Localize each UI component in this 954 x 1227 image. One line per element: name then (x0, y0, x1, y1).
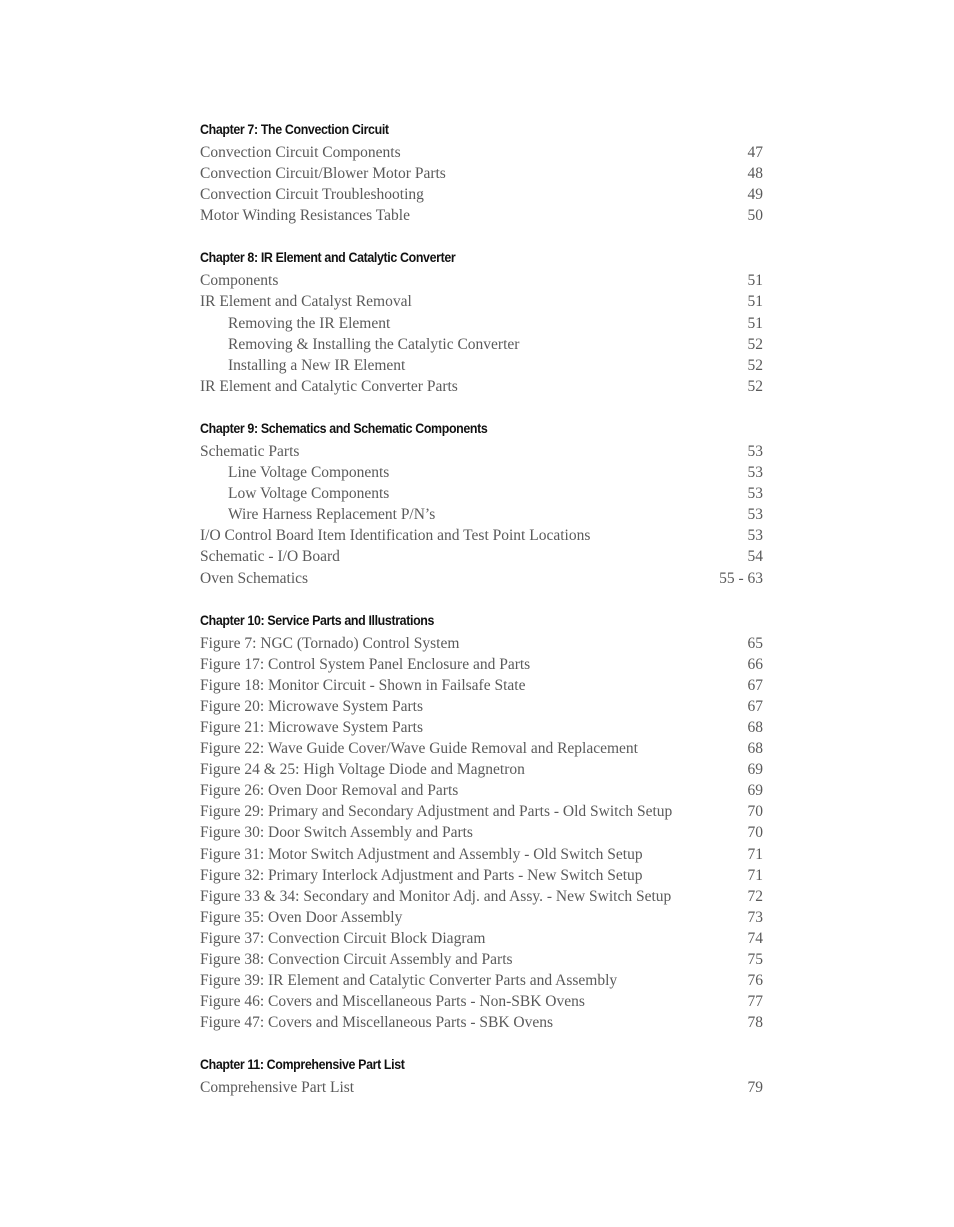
toc-entry-label: Low Voltage Components (228, 485, 390, 503)
toc-entry-label: Figure 24 & 25: High Voltage Diode and Magnetron (200, 761, 525, 779)
chapter-section (200, 118, 763, 226)
toc-entry-label: Figure 29: Primary and Secondary Adjustment and Parts - Old Switch Setup (200, 803, 673, 821)
toc-entry-page-number: 73 (747, 908, 763, 926)
toc-entry-page-number: 76 (747, 972, 763, 990)
toc-entry-label: I/O Control Board Item Identification and Test Point Locations (200, 527, 591, 545)
toc-entry[interactable] (200, 907, 763, 928)
toc-entry-label: Figure 32: Primary Interlock Adjustment and Parts - New Switch Setup (200, 866, 643, 884)
chapter-section (200, 417, 763, 589)
toc-entry-label: Convection Circuit/Blower Motor Parts (200, 165, 446, 183)
chapter-section (200, 246, 763, 397)
toc-entry-page-number: 67 (747, 676, 763, 694)
toc-entry-page-number: 53 (747, 442, 763, 460)
toc-entry-page-number: 70 (747, 803, 763, 821)
toc-entry-page-number: 75 (747, 951, 763, 968)
toc-entry-page-number: 54 (747, 548, 763, 566)
chapter-section (200, 609, 763, 1034)
toc-entry-label: Figure 37: Convection Circuit Block Diagram (200, 929, 486, 947)
toc-entry[interactable] (200, 376, 763, 397)
toc-entry-label: Figure 26: Oven Door Removal and Parts (200, 782, 459, 800)
toc-entry-label: Figure 30: Door Switch Assembly and Parts (200, 824, 473, 842)
toc-entry-label: Figure 47: Covers and Miscellaneous Parts - SBK Ovens (200, 1014, 554, 1032)
toc-entry-label: Figure 7: NGC (Tornado) Control System (200, 634, 460, 652)
toc-entry[interactable] (200, 928, 763, 949)
toc-entry-page-number: 71 (747, 866, 763, 884)
toc-entry-page-number: 69 (747, 761, 763, 779)
chapter-title: Chapter 9: Schematics and Schematic Components (200, 420, 488, 436)
toc-entry[interactable] (200, 865, 763, 886)
toc-entry[interactable] (200, 205, 763, 226)
toc-entry-page-number: 70 (747, 824, 763, 842)
toc-entry-page-number: 71 (747, 845, 763, 863)
toc-entry-label: Installing a New IR Element (228, 356, 406, 374)
toc-entry[interactable] (200, 504, 763, 525)
toc-entry-label: Convection Circuit Troubleshooting (200, 186, 424, 204)
toc-entry-label: Figure 20: Microwave System Parts (200, 697, 424, 715)
toc-entry-label: Figure 46: Covers and Miscellaneous Parts - Non-SBK Ovens (200, 993, 585, 1011)
toc-entry-page-number: 55 - 63 (719, 569, 763, 587)
toc-entry-page-number: 78 (747, 1014, 763, 1032)
chapter-section (200, 1053, 763, 1098)
toc-entry-label: IR Element and Catalytic Converter Parts (200, 377, 458, 395)
toc-entry-label: Oven Schematics (200, 569, 309, 587)
toc-entry[interactable] (200, 270, 763, 291)
toc-entry-page-number: 68 (747, 718, 763, 736)
toc-entry[interactable] (200, 844, 763, 865)
toc-entry-page-number: 69 (747, 782, 763, 800)
toc-entry-label: Figure 39: IR Element and Catalytic Converter Parts and Assembly (200, 972, 618, 990)
toc-entry-page-number: 68 (747, 740, 763, 758)
toc-entry[interactable] (200, 696, 763, 717)
chapter-title: Chapter 8: IR Element and Catalytic Converter (200, 250, 456, 266)
toc-entry[interactable] (200, 334, 763, 355)
toc-entry[interactable] (200, 1012, 763, 1033)
toc-entry[interactable] (200, 163, 763, 184)
toc-entry[interactable] (200, 483, 763, 504)
toc-entry[interactable] (200, 717, 763, 738)
toc-entry[interactable] (200, 633, 763, 654)
toc-entry-page-number: 65 (747, 634, 763, 652)
toc-entry[interactable] (200, 822, 763, 843)
toc-entry[interactable] (200, 970, 763, 991)
toc-entry-page-number: 53 (747, 464, 763, 482)
toc-entry[interactable] (200, 462, 763, 483)
toc-entry-page-number: 51 (747, 293, 763, 311)
toc-entry-label: Schematic - I/O Board (200, 548, 340, 566)
toc-entry-label: Removing the IR Element (228, 314, 391, 332)
toc-entry-page-number: 51 (747, 272, 763, 290)
toc-entry-label: IR Element and Catalyst Removal (200, 293, 412, 311)
chapter-title: Chapter 11: Comprehensive Part List (200, 1057, 405, 1073)
toc-entry[interactable] (200, 675, 763, 696)
toc-entry-page-number: 53 (747, 485, 763, 503)
toc-entry-page-number: 52 (747, 377, 763, 395)
toc-entry-label: Components (200, 272, 279, 290)
table-of-contents (200, 118, 763, 1118)
toc-entry-page-number: 67 (747, 697, 763, 715)
toc-entry-label: Comprehensive Part List (200, 1079, 355, 1097)
toc-entry[interactable] (200, 1077, 763, 1098)
chapter-title: Chapter 7: The Convection Circuit (200, 122, 389, 137)
toc-entry-label: Line Voltage Components (228, 464, 390, 482)
toc-entry-label: Figure 18: Monitor Circuit - Shown in Failsafe State (200, 676, 526, 694)
toc-entry-label: Figure 21: Microwave System Parts (200, 718, 424, 736)
toc-entry-label: Figure 33 & 34: Secondary and Monitor Adj. and Assy. - New Switch Setup (200, 887, 672, 905)
toc-entry[interactable] (200, 291, 763, 312)
toc-entry-label: Figure 38: Convection Circuit Assembly and Parts (200, 951, 513, 968)
toc-entry-page-number: 53 (747, 506, 763, 524)
toc-entry[interactable] (200, 949, 763, 970)
toc-entry-page-number: 49 (747, 186, 763, 204)
toc-entry-page-number: 51 (747, 314, 763, 332)
toc-entry-page-number: 47 (747, 144, 763, 161)
toc-entry-label: Motor Winding Resistances Table (200, 207, 410, 225)
toc-entry-page-number: 74 (747, 929, 763, 947)
toc-entry[interactable] (200, 142, 763, 163)
toc-entry[interactable] (200, 738, 763, 759)
toc-entry[interactable] (200, 313, 763, 334)
toc-entry[interactable] (200, 654, 763, 675)
toc-entry[interactable] (200, 184, 763, 205)
toc-entry-label: Wire Harness Replacement P/N’s (228, 506, 436, 524)
toc-entry-page-number: 66 (747, 655, 763, 673)
toc-entry-label: Figure 31: Motor Switch Adjustment and Assembly - Old Switch Setup (200, 845, 643, 863)
toc-entry-page-number: 72 (747, 887, 763, 905)
chapter-title: Chapter 10: Service Parts and Illustrations (200, 612, 435, 628)
toc-entry[interactable] (200, 546, 763, 567)
toc-entry[interactable] (200, 441, 763, 462)
toc-entry-label: Figure 35: Oven Door Assembly (200, 908, 403, 926)
toc-entry[interactable] (200, 780, 763, 801)
toc-entry[interactable] (200, 355, 763, 376)
toc-entry-page-number: 50 (747, 207, 763, 225)
toc-entry[interactable] (200, 991, 763, 1012)
toc-entry[interactable] (200, 886, 763, 907)
toc-entry-label: Figure 22: Wave Guide Cover/Wave Guide Removal and Replacement (200, 740, 638, 758)
toc-entry-label: Convection Circuit Components (200, 144, 401, 161)
toc-entry-label: Schematic Parts (200, 442, 300, 460)
toc-entry-page-number: 77 (747, 993, 763, 1011)
toc-entry[interactable] (200, 525, 763, 546)
toc-entry[interactable] (200, 759, 763, 780)
toc-entry-page-number: 48 (747, 165, 763, 183)
toc-entry-page-number: 52 (747, 335, 763, 353)
toc-entry-page-number: 52 (747, 356, 763, 374)
toc-entry-page-number: 79 (747, 1079, 763, 1097)
toc-entry-label: Removing & Installing the Catalytic Converter (228, 335, 520, 353)
toc-entry-page-number: 53 (747, 527, 763, 545)
toc-entry[interactable] (200, 801, 763, 822)
toc-entry[interactable] (200, 568, 763, 589)
toc-entry-label: Figure 17: Control System Panel Enclosure and Parts (200, 655, 531, 673)
